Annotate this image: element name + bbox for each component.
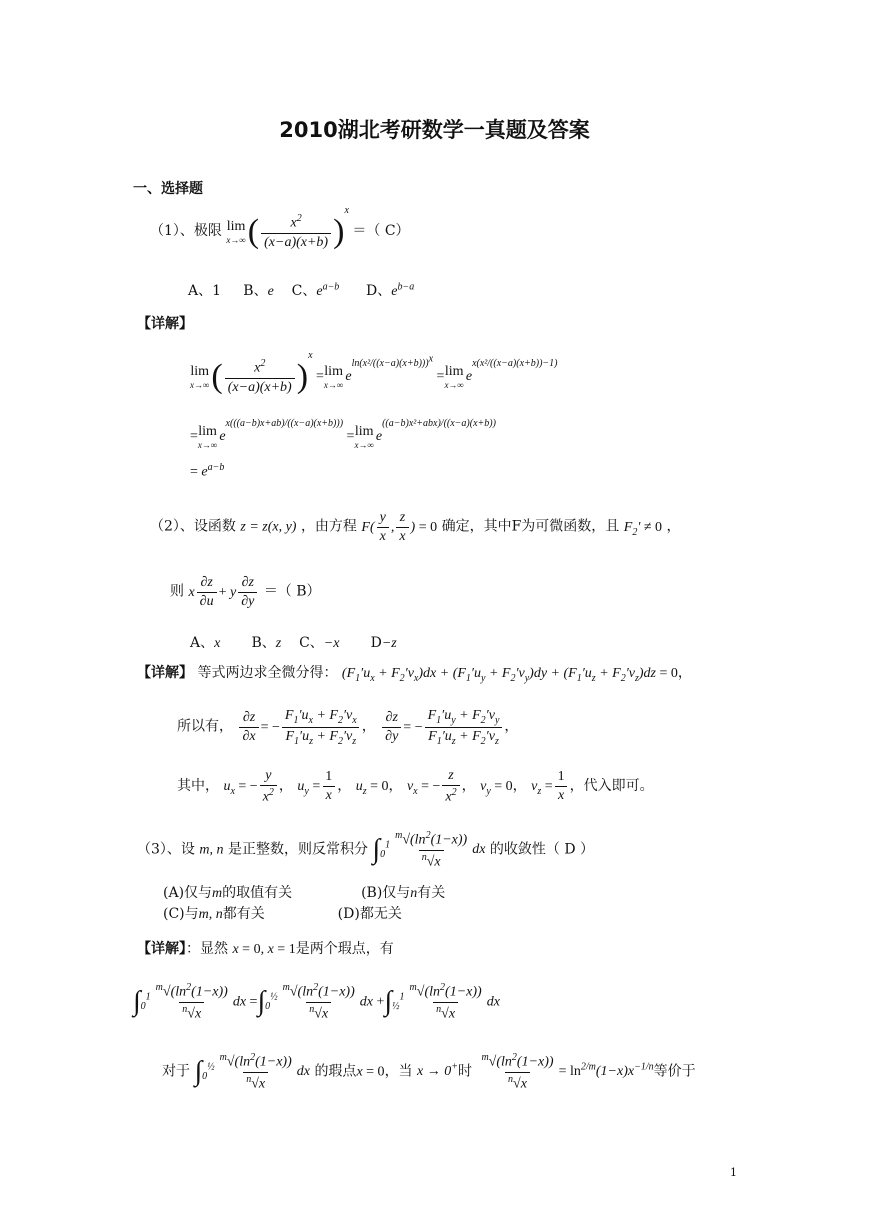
q3-time: 时: [457, 1063, 472, 1080]
page-title: 2010湖北考研数学一真题及答案: [279, 118, 590, 142]
q3-option-b-tail: 有关: [417, 885, 446, 901]
q2-detail-text: 等式两边求全微分得：: [197, 665, 338, 681]
section-heading: 一、选择题: [133, 181, 203, 197]
q1-solution-line2: = lim x→∞ $e^{x(((a-b)x+ab)/((x-a)(x+b)))}$ = lim x→∞ $e^{((a-b)x^2+abx)/((x-a)(x+b))}$: [190, 418, 496, 450]
q1-option-b: B、: [243, 283, 268, 299]
q1-option-d: D、: [366, 283, 392, 299]
q3-option-a-tail: 的取值有关: [222, 885, 293, 901]
q3-solution-split: $\int_0^1$ $\frac{^m√(\ln^2(1-x))}{^n√x}$ dx $=\int_0^{\frac{1}{2}}$ $\frac{^m√(\ln^2(1-x))}{^n√x}$ dx $+\int_{\frac{1}{2}}^1$ $\frac{^m√(\ln^2(1-x))}{^n√x}$ dx: [133, 982, 500, 1022]
q3-detail-text2: 是两个瑕点，有: [295, 941, 394, 957]
q3-option-c: (C)与: [163, 906, 199, 922]
q1-option-a: A、1: [188, 283, 222, 299]
q2-detail: 【详解】 等式两边求全微分得： $(F_1'u_x + F_2'v_x)dx + (F_1'u_y + F_2'v_y)dy + (F_1'u_z + F_2'v_z)dz = 0$，: [137, 665, 692, 684]
q3-text2: 的收敛性（ D ）: [489, 841, 595, 858]
q2-text1: ，由方程: [300, 518, 357, 535]
page-number: 1: [730, 1166, 737, 1179]
question-1: [150, 205, 410, 251]
q3-label: （3）、设: [137, 841, 195, 858]
q1-label: （1）、极限: [150, 223, 222, 239]
q2-tail: ，代入即可。: [569, 778, 654, 795]
q2-options: A、x B、z C、−x D−z: [190, 635, 397, 651]
question-3: （3）、设 m, n 是正整数，则反常积分 $\int_0^1$ $\frac{^m√(\ln^2(1-x))}{^n√x}$ dx 的收敛性（ D ）: [137, 830, 595, 870]
q1-answer: ＝（ C）: [352, 223, 410, 239]
question-2: （2）、设函数 z = z(x, y) ，由方程 F( $\frac{y}{x}$ , $\frac{z}{x}$ ) = 0 确定，其中F为可微函数，且 $F_2' \ne 0$ ，: [150, 510, 681, 544]
q1-solution-line1: lim x→∞ ( $\frac{x^2}{(x-a)(x+b)}$ )$^x$ = lim x→∞ $e^{ln(x^2/((x-a)(x+b)))^x}$ = lim x→∞ $e^{x(x^2/((x-a)(x+b))-1)}$: [190, 350, 558, 395]
q3-when: ，当: [384, 1063, 413, 1080]
q3-solution-equiv: 对于 $\int_0^{\frac{1}{2}}$ $\frac{^m√(\ln^2(1-x))}{^n√x}$ dx 的瑕点x = 0，当 x → 0+时 $\frac{^m√(\ln^2(1-x))}{^n√x}$ = $\ln^{2/m}(1-x)x^{-1/n}$等价于: [162, 1052, 696, 1092]
q3-option-b: (B)仅与: [361, 885, 411, 901]
q3-option-d: (D)都无关: [337, 906, 402, 922]
q3-options-row2: (C)与m, n都有关 (D)都无关: [163, 906, 402, 922]
q2-label: （2）、设函数: [150, 518, 236, 535]
q2-option-b: B、: [251, 635, 276, 651]
q2-so: 所以有，: [177, 718, 233, 735]
q2-then: 则: [170, 583, 184, 600]
q2-text2: 确定，其中F为可微函数，且: [441, 518, 620, 535]
q3-detail-label: 【详解】: [137, 941, 186, 957]
q1-detail-label: 【详解】: [137, 316, 193, 332]
q3-detail-text: ：显然: [186, 941, 228, 957]
q2-so-line: 所以有， $\frac{\partial z}{\partial x}$ = − $\frac{F_1'u_x + F_2'v_x}{F_1'u_z + F_2'v_z}$ ， $\frac{\partial z}{\partial y}$ = − $\frac{F_1'u_y + F_2'v_y}{F_1'u_z + F_2'v_z}$ ，: [177, 708, 519, 747]
q2-answer: ＝（ B）: [263, 583, 321, 600]
q1-solution-line3: = $e^{a-b}$: [190, 462, 225, 480]
q1-option-c: C、: [291, 283, 317, 299]
q2-cond: ，: [666, 518, 681, 535]
q3-sing: 的瑕点: [314, 1063, 357, 1080]
q3-options-row1: (A)仅与m的取值有关 (B)仅与n有关: [163, 885, 446, 901]
q2-option-d: D: [370, 635, 382, 651]
q2-detail-label: 【详解】: [137, 665, 193, 681]
q3-equiv: 等价于: [653, 1063, 696, 1080]
q3-option-a: (A)仅与: [163, 885, 213, 901]
q2-where: 其中，: [177, 778, 219, 795]
q3-detail: 【详解】：显然 x = 0, x = 1是两个瑕点，有: [137, 941, 394, 957]
q2-option-a: A、: [190, 635, 215, 651]
q2-where-line: 其中， $u_x$ = − $\frac{y}{x^2}$ ， $u_y$ = $\frac{1}{x}$ ， $u_z = 0$， $v_x$ = − $\frac{z}{x^2}$ ， $v_y = 0$， $v_z$ = $\frac{1}{x}$ ，代入即可。: [177, 768, 654, 805]
q1-formula: lim x→∞ ( $\frac{x^2}{(x-a)(x+b)}$ )$^x$: [226, 205, 349, 250]
q2-option-c: C、: [299, 635, 324, 651]
q3-option-c-tail: 都有关: [222, 906, 265, 922]
q1-options: A、1 B、e C、$e^{a-b}$ D、$e^{b-a}$: [188, 281, 415, 299]
q3-for: 对于: [162, 1063, 190, 1080]
q2-question-line: 则 x $\frac{\partial z}{\partial u}$ + y $\frac{\partial z}{\partial y}$ ＝（ B）: [170, 575, 321, 609]
q3-text1: 是正整数，则反常积分: [227, 841, 368, 858]
